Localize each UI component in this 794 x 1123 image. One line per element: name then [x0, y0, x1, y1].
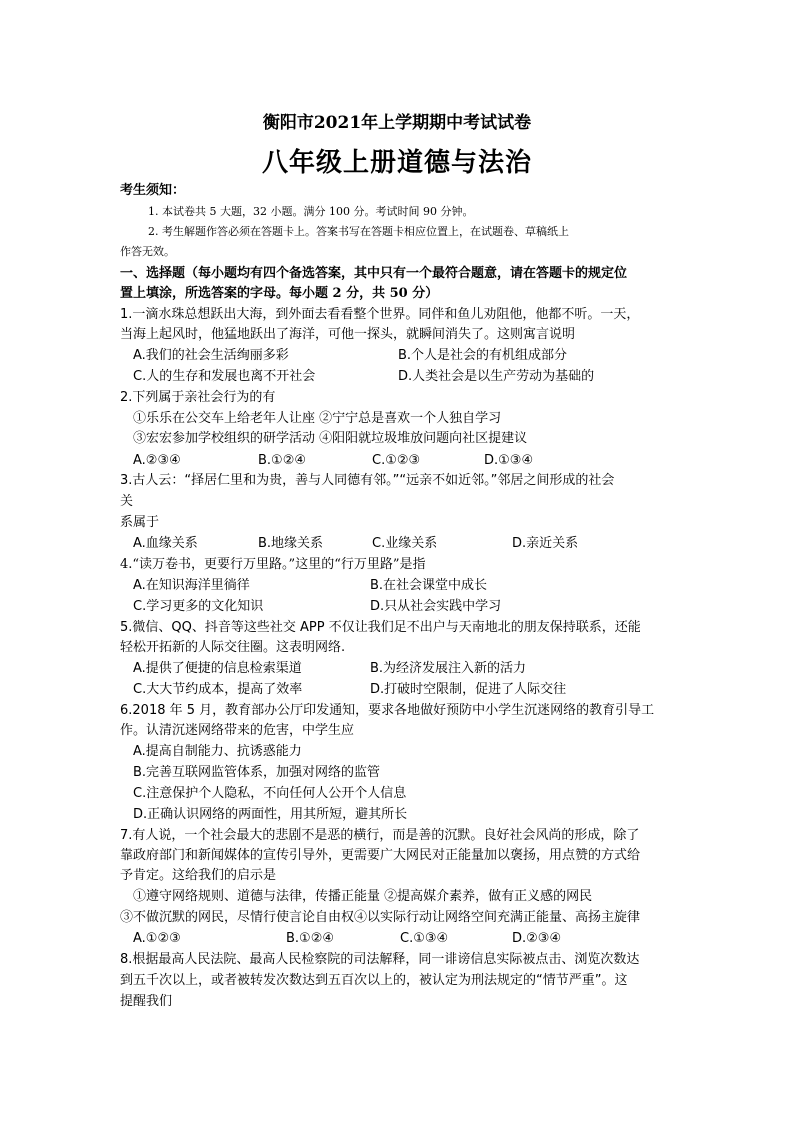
- q7-stem-line3: 予肯定。这给我们的启示是: [120, 868, 277, 883]
- q8-stem-line2: 到五千次以上，或者被转发次数达到五百次以上的，被认定为刑法规定的“情节严重”。这: [120, 973, 628, 988]
- q7-option-a: A.①②③: [133, 931, 181, 946]
- q2-statement-1: ①乐乐在公交车上给老年人让座 ②宁宁总是喜欢一个人独自学习: [133, 411, 502, 426]
- q8-stem-line1: 8.根据最高人民法院、最高人民检察院的司法解释，同一诽谤信息实际被点击、浏览次数达: [120, 952, 640, 967]
- notice-item-1: 1. 本试卷共 5 大题，32 小题。满分 100 分。考试时间 90 分钟。: [148, 205, 474, 218]
- q7-stem-line1: 7.有人说，一个社会最大的悲剧不是恶的横行，而是善的沉默。良好社会风尚的形成，除了: [120, 828, 640, 843]
- q4-option-d: D.只从社会实践中学习: [370, 599, 502, 614]
- q1-option-b: B.个人是社会的有机组成部分: [398, 348, 568, 363]
- q2-option-a: A.②③④: [133, 453, 181, 468]
- q6-stem-line1: 6.2018 年 5 月，教育部办公厅印发通知，要求各地做好预防中小学生沉迷网络的教育引导工: [120, 703, 655, 718]
- q5-option-a: A.提供了便捷的信息检索渠道: [133, 661, 302, 676]
- q6-stem-line2: 作。认清沉迷网络带来的危害，中学生应: [120, 723, 355, 738]
- q1-option-d: D.人类社会是以生产劳动为基础的: [398, 369, 595, 384]
- q5-option-d: D.打破时空限制，促进了人际交往: [370, 682, 567, 697]
- exam-title: 衡阳市2021年上学期期中考试试卷: [262, 113, 532, 133]
- q4-option-a: A.在知识海洋里徜徉: [133, 578, 250, 593]
- q7-statement-2: ③不做沉默的网民，尽情行使言论自由权④以实际行动让网络空间充满正能量、高扬主旋律: [120, 910, 641, 925]
- q5-stem-line1: 5.微信、QQ、抖音等这些社交 APP 不仅让我们足不出户与天南地北的朋友保持联系，还能: [120, 620, 641, 635]
- notice-item-2b: 作答无效。: [120, 245, 175, 258]
- q7-statement-1: ①遵守网络规则、道德与法律，传播正能量 ②提高媒介素养，做有正义感的网民: [133, 889, 593, 904]
- q1-stem-line1: 1.一滴水珠总想跃出大海，到外面去看看整个世界。同伴和鱼儿劝阻他，他都不听。一天，: [120, 307, 640, 322]
- subject-title: 八年级上册道德与法治: [261, 148, 532, 178]
- q3-option-d: D.亲近关系: [512, 536, 579, 551]
- q2-option-c: C.①②③: [372, 453, 421, 468]
- q5-stem-line2: 轻松开拓新的人际交往圈。这表明网络.: [120, 640, 346, 655]
- q4-option-c: C.学习更多的文化知识: [133, 599, 264, 614]
- q3-option-a: A.血缘关系: [133, 536, 198, 551]
- q6-option-d: D.正确认识网络的两面性，用其所短，避其所长: [133, 807, 408, 822]
- q3-stem-line3: 系属于: [120, 515, 160, 530]
- q3-stem-line2: 关: [120, 494, 134, 509]
- q7-option-c: C.①③④: [400, 931, 449, 946]
- q2-stem: 2.下列属于亲社会行为的有: [120, 390, 276, 405]
- q3-stem-line1: 3.古人云：“择居仁里和为贵，善与人同德有邻。”“远亲不如近邻。”邻居之间形成的社会: [120, 473, 615, 488]
- q5-option-b: B.为经济发展注入新的活力: [370, 661, 527, 676]
- q2-statement-2: ③宏宏参加学校组织的研学活动 ④阳阳就垃圾堆放问题向社区提建议: [133, 431, 528, 446]
- q3-option-c: C.业缘关系: [372, 536, 438, 551]
- q7-option-d: D.②③④: [512, 931, 562, 946]
- q1-stem-line2: 当海上起风时，他猛地跃出了海洋，可他一探头，就瞬间消失了。这则寓言说明: [120, 327, 576, 342]
- q3-option-b: B.地缘关系: [258, 536, 324, 551]
- q7-option-b: B.①②④: [286, 931, 335, 946]
- q4-option-b: B.在社会课堂中成长: [370, 578, 488, 593]
- q2-option-d: D.①③④: [484, 453, 534, 468]
- q1-option-a: A.我们的社会生活绚丽多彩: [133, 348, 289, 363]
- q2-option-b: B.①②④: [258, 453, 307, 468]
- q7-stem-line2: 靠政府部门和新闻媒体的宣传引导外，更需要广大网民对正能量加以褒扬，用点赞的方式给: [120, 848, 641, 863]
- q5-option-c: C.大大节约成本，提高了效率: [133, 682, 303, 697]
- q4-stem: 4.“读万卷书，更要行万里路。”这里的“行万里路”是指: [120, 557, 426, 572]
- q1-option-c: C.人的生存和发展也离不开社会: [133, 369, 316, 384]
- notice-item-2a: 2. 考生解题作答必须在答题卡上。答案书写在答题卡相应位置上，在试题卷、草稿纸上: [148, 225, 569, 238]
- q6-option-a: A.提高自制能力、抗诱惑能力: [133, 744, 302, 759]
- section1-heading-line2: 置上填涂，所选答案的字母。每小题 2 分，共 50 分）: [120, 286, 439, 301]
- section1-heading-line1: 一、选择题（每小题均有四个备选答案，其中只有一个最符合题意，请在答题卡的规定位: [120, 266, 628, 281]
- q8-stem-line3: 提醒我们: [120, 994, 173, 1009]
- q6-option-b: B.完善互联网监管体系，加强对网络的监管: [133, 765, 381, 780]
- q6-option-c: C.注意保护个人隐私，不向任何人公开个人信息: [133, 786, 407, 801]
- notice-heading: 考生须知：: [120, 183, 186, 198]
